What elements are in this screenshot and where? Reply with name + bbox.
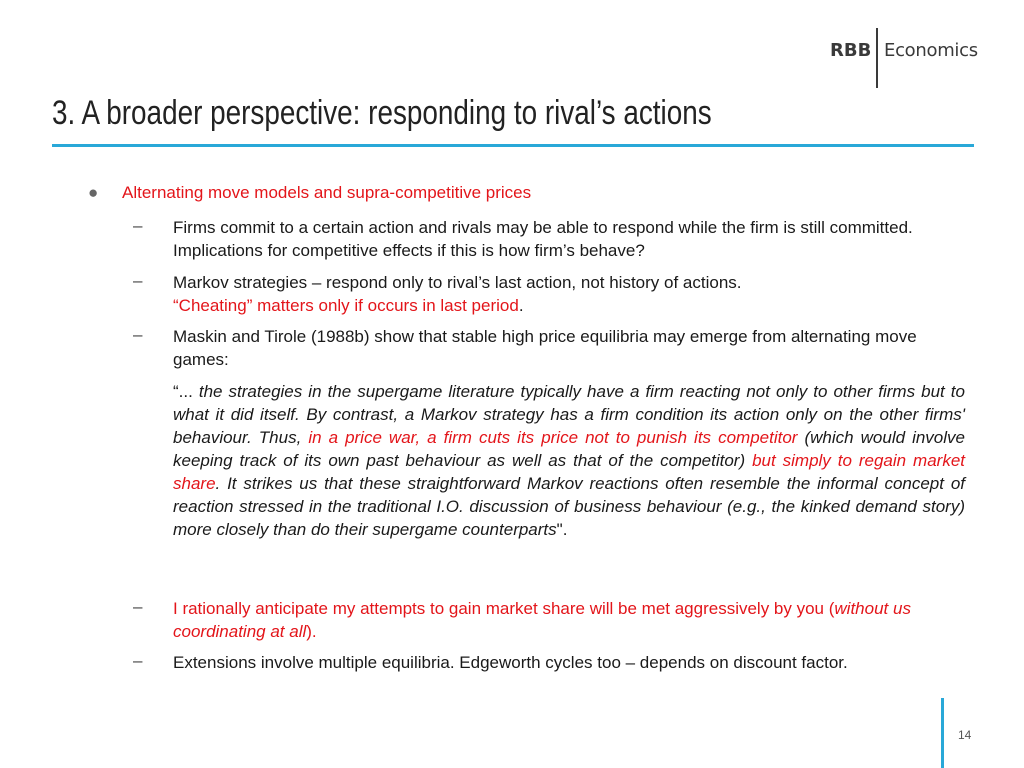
- page-number: 14: [958, 728, 972, 742]
- coordinating-text: without us coordinating at all: [173, 599, 911, 641]
- slide-title: 3. A broader perspective: responding to rival’s actions: [52, 94, 712, 132]
- title-underline: [52, 144, 974, 147]
- sub-item-markov: [173, 271, 965, 317]
- logo-economics-text: Economics: [884, 40, 978, 61]
- quote-red-1: in a price war, a firm cuts its price not to punish its competitor: [308, 428, 798, 447]
- dash-icon: –: [133, 271, 143, 290]
- logo-rbb-text: RBB: [830, 40, 872, 61]
- sub-item-rational-anticipation: [173, 597, 965, 643]
- sub-item-extensions: Extensions involve multiple equilibria. Edgeworth cycles too – depends on discount factor.: [173, 653, 848, 672]
- dash-icon: –: [133, 597, 143, 616]
- quote-part-2: (which would involve keeping track of its own past behaviour as well as that of the competitor): [173, 428, 965, 470]
- anticipate-text: I rationally anticipate my attempts to gain market share will be met aggressively by you (: [173, 599, 835, 618]
- sub-item-firms-commit: Firms commit to a certain action and rivals may be able to respond while the firm is still committed. Implications for competitive effects if this is how firm’s behave?: [173, 218, 913, 260]
- quote-red-2: but simply to regain market share: [173, 451, 965, 493]
- dash-icon: –: [133, 651, 143, 670]
- bullet-dot-icon: ●: [88, 183, 99, 202]
- quote-open: “...: [173, 382, 199, 401]
- main-bullet-text: Alternating move models and supra-competitive prices: [122, 183, 532, 202]
- dash-icon: –: [133, 325, 143, 344]
- logo-divider: [876, 28, 878, 88]
- anticipate-close: ).: [306, 622, 317, 641]
- quote-part-1: the strategies in the supergame literature typically have a firm reacting not only to other firms but to what it did itself. By contrast, a Markov strategy has a firm condition its action only on the other firms' behaviour. Thus,: [173, 382, 965, 447]
- dash-icon: –: [133, 216, 143, 235]
- quote-close: ".: [556, 520, 568, 539]
- sub-item-maskin-tirole: Maskin and Tirole (1988b) show that stable high price equilibria may emerge from alternating move games:: [173, 327, 917, 369]
- quote-part-3: . It strikes us that these straightforward Markov reactions often resemble the informal concept of reaction stressed in the traditional I.O. discussion of business behaviour (e.g., the kinked demand story) more closely than do their supergame counterparts: [173, 474, 965, 539]
- cheating-text: “Cheating” matters only if occurs in last period: [173, 296, 519, 315]
- footer-accent-bar: [941, 698, 944, 768]
- markov-text: Markov strategies – respond only to rival’s last action, not history of actions.: [173, 273, 742, 292]
- maskin-tirole-quote: [173, 380, 965, 541]
- markov-period: .: [518, 296, 524, 315]
